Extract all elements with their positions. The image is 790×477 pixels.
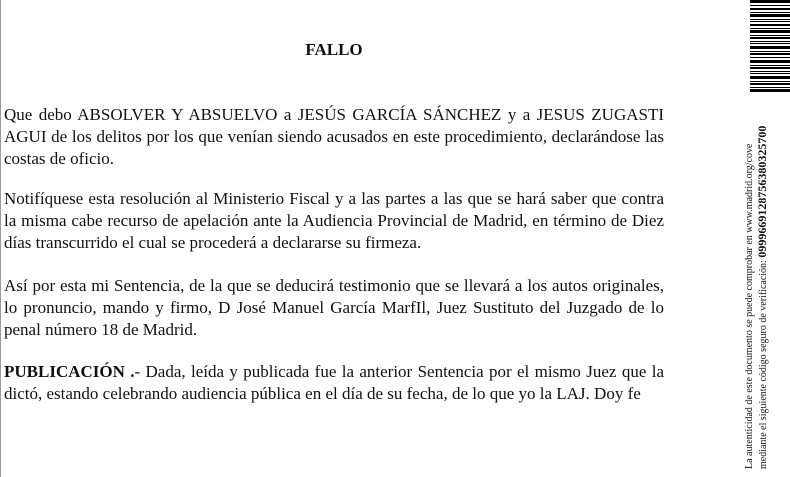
left-margin-rule (0, 0, 1, 477)
paragraph-acquittal: Que debo ABSOLVER Y ABSUELVO a JESÚS GARCÍA SÁNCHEZ y a JESUS ZUGASTI AGUI de los delitos por los que venían siendo acusados en este procedimiento, declarándose las costas de oficio. (4, 105, 664, 168)
verification-prefix: mediante el siguiente código seguro de verificación: (758, 257, 769, 469)
paragraph-notification: Notifíquese esta resolución al Ministerio Fiscal y a las partes a las que se hará saber que contra la misma cabe recurso de apelación ante la Audiencia Provincial de Madrid, en término de Diez días transcurrido el cual se procederá a declararse su firmeza. (4, 189, 664, 252)
verification-line-1: La autenticidad de este documento se puede comprobar en www.madrid.org/cove (744, 143, 755, 469)
verification-code: 0999669128756380325700 (755, 125, 769, 258)
document-page (4, 0, 664, 477)
publication-label: PUBLICACIÓN . (4, 362, 135, 381)
verification-notice (743, 97, 787, 469)
publication-text: - Dada, leída y publicada fue la anterior Sentencia por el mismo Juez que la dictó, estando celebrando audiencia pública en el día de su fecha, de lo que yo la LAJ. Doy fe (4, 362, 664, 403)
verification-strip (733, 0, 790, 477)
paragraph-signature: Así por esta mi Sentencia, de la que se deducirá testimonio que se llevará a los autos originales, lo pronuncio, mando y firmo, D José Manuel García MarfIl, Juez Sustituto del Juzgado de lo penal número 18 de Madrid. (4, 276, 664, 339)
barcode-icon (750, 0, 790, 92)
paragraph-publication (4, 361, 664, 405)
document-title: FALLO (305, 40, 363, 59)
verification-line-2 (756, 97, 770, 469)
